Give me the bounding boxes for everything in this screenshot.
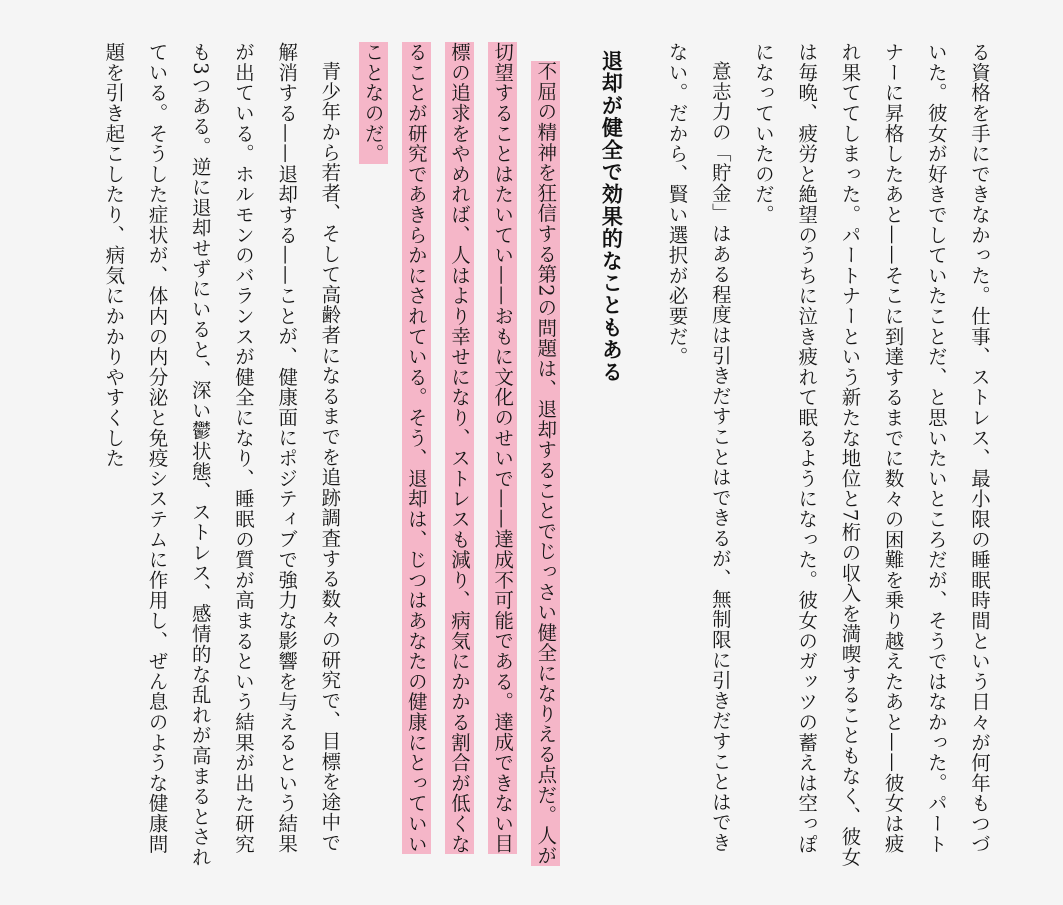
- book-page: [92, 42, 1001, 872]
- paragraph-3: [351, 42, 567, 872]
- paragraph-4: 青少年から若者、そして高齢者になるまでを追跡調査する数々の研究で、目標を途中で解消する——退却する——ことが、健康面にポジティブで強力な影響を与えるという結果が出ている。ホルモンのバランスが健全になり、睡眠の質が高まるという結果が出た研究も3つある。逆に退却せずにいると、深い鬱状態、ストレス、感情的な乱れが高まるとされている。そうした症状が、体内の内分泌と免疫システムに作用し、ぜん息のような健康問題を引き起こしたり、病気にかかりやすくした: [102, 42, 342, 868]
- highlighted-text: 不屈の精神を狂信する第2の問題は、退却することでじっさい健全になりえる点だ。人が切望することはたいてい——おもに文化のせいで——達成不可能である。達成できない目標の追求をやめれば、人はより幸せになり、ストレスも減り、病気にかかる割合が低くなることが研究であきらかにされている。そう、退却は、じつはあなたの健康にとっていいことなのだ。: [359, 42, 561, 866]
- section-heading: 退却が健全で効果的なこともある: [599, 50, 624, 383]
- paragraph-1: る資格を手にできなかった。仕事、ストレス、最小限の睡眠時間という日々が何年もつづいた。彼女が好きでしていたことだ、と思いたいところだが、そうではなかった。パートナーに昇格したあと——そこに到達するまでに数々の困難を乗り越えたあと——彼女は疲れ果ててしまった。パートナーという新たな地位と7桁の収入を満喫することもなく、彼女は毎晩、疲労と絶望のうちに泣き疲れて眠るようになった。彼女のガッツの蓄えは空っぽになっていたのだ。: [751, 42, 991, 868]
- paragraph-2: 意志力の「貯金」はある程度は引きだすことはできるが、無制限に引きだすことはできない。だから、賢い選択が必要だ。: [665, 42, 732, 854]
